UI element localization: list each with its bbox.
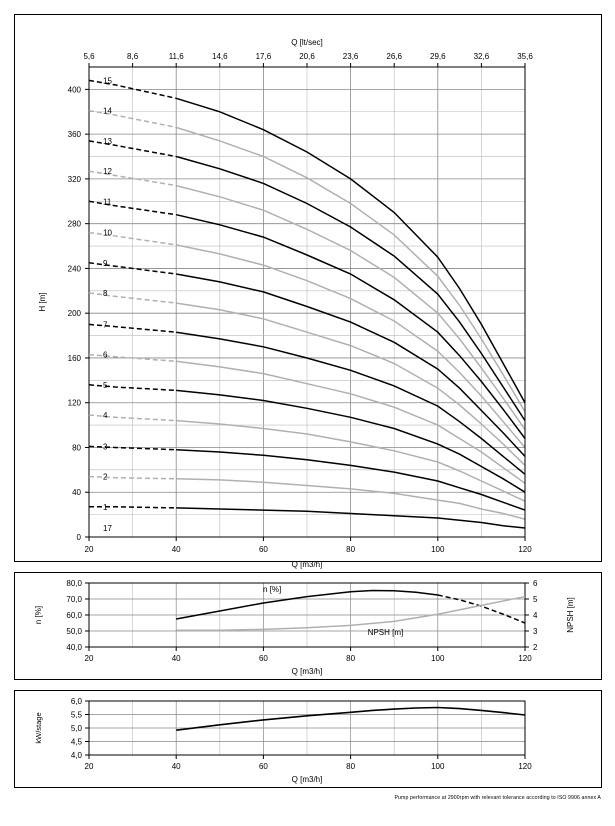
xtick-label: 100 bbox=[431, 545, 445, 554]
y2tick-label: 3 bbox=[533, 627, 538, 636]
top-xtick-label: 32,6 bbox=[473, 52, 490, 61]
curve-label-15: 15 bbox=[103, 76, 112, 86]
xtick-label: 100 bbox=[431, 654, 445, 663]
footnote-text: Pump performance at 2900rpm with relevant tolerance according to ISO 9906 annex A bbox=[394, 795, 601, 801]
curve-label-6: 6 bbox=[103, 350, 108, 360]
y2tick-label: 6 bbox=[533, 579, 538, 588]
top-axis-label: Q [lt/sec] bbox=[291, 38, 323, 47]
annotation-0: n [%] bbox=[263, 584, 282, 594]
top-xtick-label: 35,6 bbox=[517, 52, 533, 61]
xtick-label: 40 bbox=[171, 545, 181, 554]
top-xtick-label: 29,6 bbox=[430, 52, 446, 61]
curve-label-1: 1 bbox=[103, 502, 108, 512]
ytick-label: 120 bbox=[67, 398, 81, 408]
ytick-label: 0 bbox=[76, 533, 81, 542]
y-axis-label: kW/stage bbox=[34, 712, 43, 744]
ytick-label: 60,0 bbox=[66, 611, 82, 620]
top-xtick-label: 17,6 bbox=[255, 52, 272, 61]
xtick-label: 120 bbox=[518, 654, 532, 663]
power-plot bbox=[15, 691, 601, 787]
head-curves-panel bbox=[14, 14, 602, 569]
ytick-label: 4,5 bbox=[70, 737, 82, 747]
curve-label-4: 4 bbox=[103, 411, 108, 421]
xtick-label: 80 bbox=[346, 545, 356, 554]
annotation-1: NPSH [m] bbox=[367, 628, 404, 637]
ytick-label: 70,0 bbox=[66, 595, 82, 604]
y2-axis-label: NPSH [m] bbox=[566, 597, 575, 633]
curve-label-9: 9 bbox=[103, 258, 108, 268]
y2tick-label: 4 bbox=[533, 611, 538, 620]
xtick-label: 120 bbox=[518, 545, 532, 554]
xtick-label: 40 bbox=[171, 654, 181, 663]
curve-label-14: 14 bbox=[103, 106, 112, 116]
xtick-label: 120 bbox=[518, 762, 532, 771]
xtick-label: 80 bbox=[346, 654, 356, 663]
xtick-label: 60 bbox=[258, 654, 268, 663]
top-xtick-label: 26,6 bbox=[386, 52, 402, 61]
x-axis-label: Q [m3/h] bbox=[291, 667, 323, 676]
curve-label-3: 3 bbox=[103, 442, 108, 452]
curve-label-11: 11 bbox=[103, 197, 112, 207]
xtick-label: 20 bbox=[84, 762, 94, 771]
xtick-label: 20 bbox=[84, 545, 94, 554]
ytick-label: 40,0 bbox=[66, 643, 82, 652]
ytick-label: 80,0 bbox=[66, 579, 82, 588]
ytick-label: 6,0 bbox=[70, 697, 82, 706]
xtick-label: 60 bbox=[258, 762, 268, 771]
top-xtick-label: 11,6 bbox=[168, 52, 184, 61]
efficiency-npsh-plot bbox=[15, 573, 601, 679]
efficiency-npsh-panel bbox=[14, 572, 602, 680]
power-panel bbox=[14, 690, 602, 788]
top-xtick-label: 8,6 bbox=[127, 52, 139, 61]
xtick-label: 20 bbox=[84, 654, 94, 663]
ytick-label: 50,0 bbox=[66, 627, 82, 636]
ytick-label: 80 bbox=[72, 443, 81, 453]
ytick-label: 160 bbox=[67, 353, 81, 363]
ytick-label: 200 bbox=[67, 309, 81, 319]
ytick-label: 240 bbox=[67, 264, 81, 274]
curve-label-12: 12 bbox=[103, 167, 112, 177]
top-xtick-label: 23,6 bbox=[342, 52, 359, 61]
curve-label-17: 17 bbox=[103, 524, 112, 534]
curve-label-8: 8 bbox=[103, 289, 108, 299]
curve-label-13: 13 bbox=[103, 136, 112, 146]
y2tick-label: 5 bbox=[533, 595, 538, 604]
ytick-label: 400 bbox=[67, 85, 81, 95]
y-axis-label: H [m] bbox=[38, 292, 47, 312]
y2tick-label: 2 bbox=[533, 643, 538, 652]
ytick-label: 320 bbox=[67, 174, 81, 184]
ytick-label: 4,0 bbox=[70, 751, 82, 760]
ytick-label: 5,5 bbox=[70, 710, 82, 720]
top-xtick-label: 5,6 bbox=[83, 52, 95, 61]
top-xtick-label: 20,6 bbox=[299, 52, 315, 61]
y-axis-label: n [%] bbox=[34, 605, 43, 625]
xtick-label: 60 bbox=[258, 545, 268, 554]
pow-plot-group bbox=[34, 697, 532, 784]
curve-label-7: 7 bbox=[103, 320, 108, 330]
ytick-label: 40 bbox=[72, 488, 81, 498]
curve-label-5: 5 bbox=[103, 380, 108, 390]
xtick-label: 100 bbox=[431, 762, 445, 771]
curve-label-2: 2 bbox=[103, 472, 108, 482]
xtick-label: 80 bbox=[346, 762, 356, 771]
x-axis-label: Q [m3/h] bbox=[291, 560, 323, 569]
eff-plot-group bbox=[34, 579, 575, 676]
top-xtick-label: 14,6 bbox=[212, 52, 228, 61]
ytick-label: 280 bbox=[67, 219, 81, 229]
ytick-label: 360 bbox=[67, 130, 81, 140]
curve-label-10: 10 bbox=[103, 228, 112, 238]
head-curves-plot bbox=[15, 15, 601, 569]
xtick-label: 40 bbox=[171, 762, 181, 771]
ytick-label: 5,0 bbox=[70, 724, 82, 733]
x-axis-label: Q [m3/h] bbox=[291, 775, 323, 784]
main-plot-group bbox=[38, 38, 533, 569]
